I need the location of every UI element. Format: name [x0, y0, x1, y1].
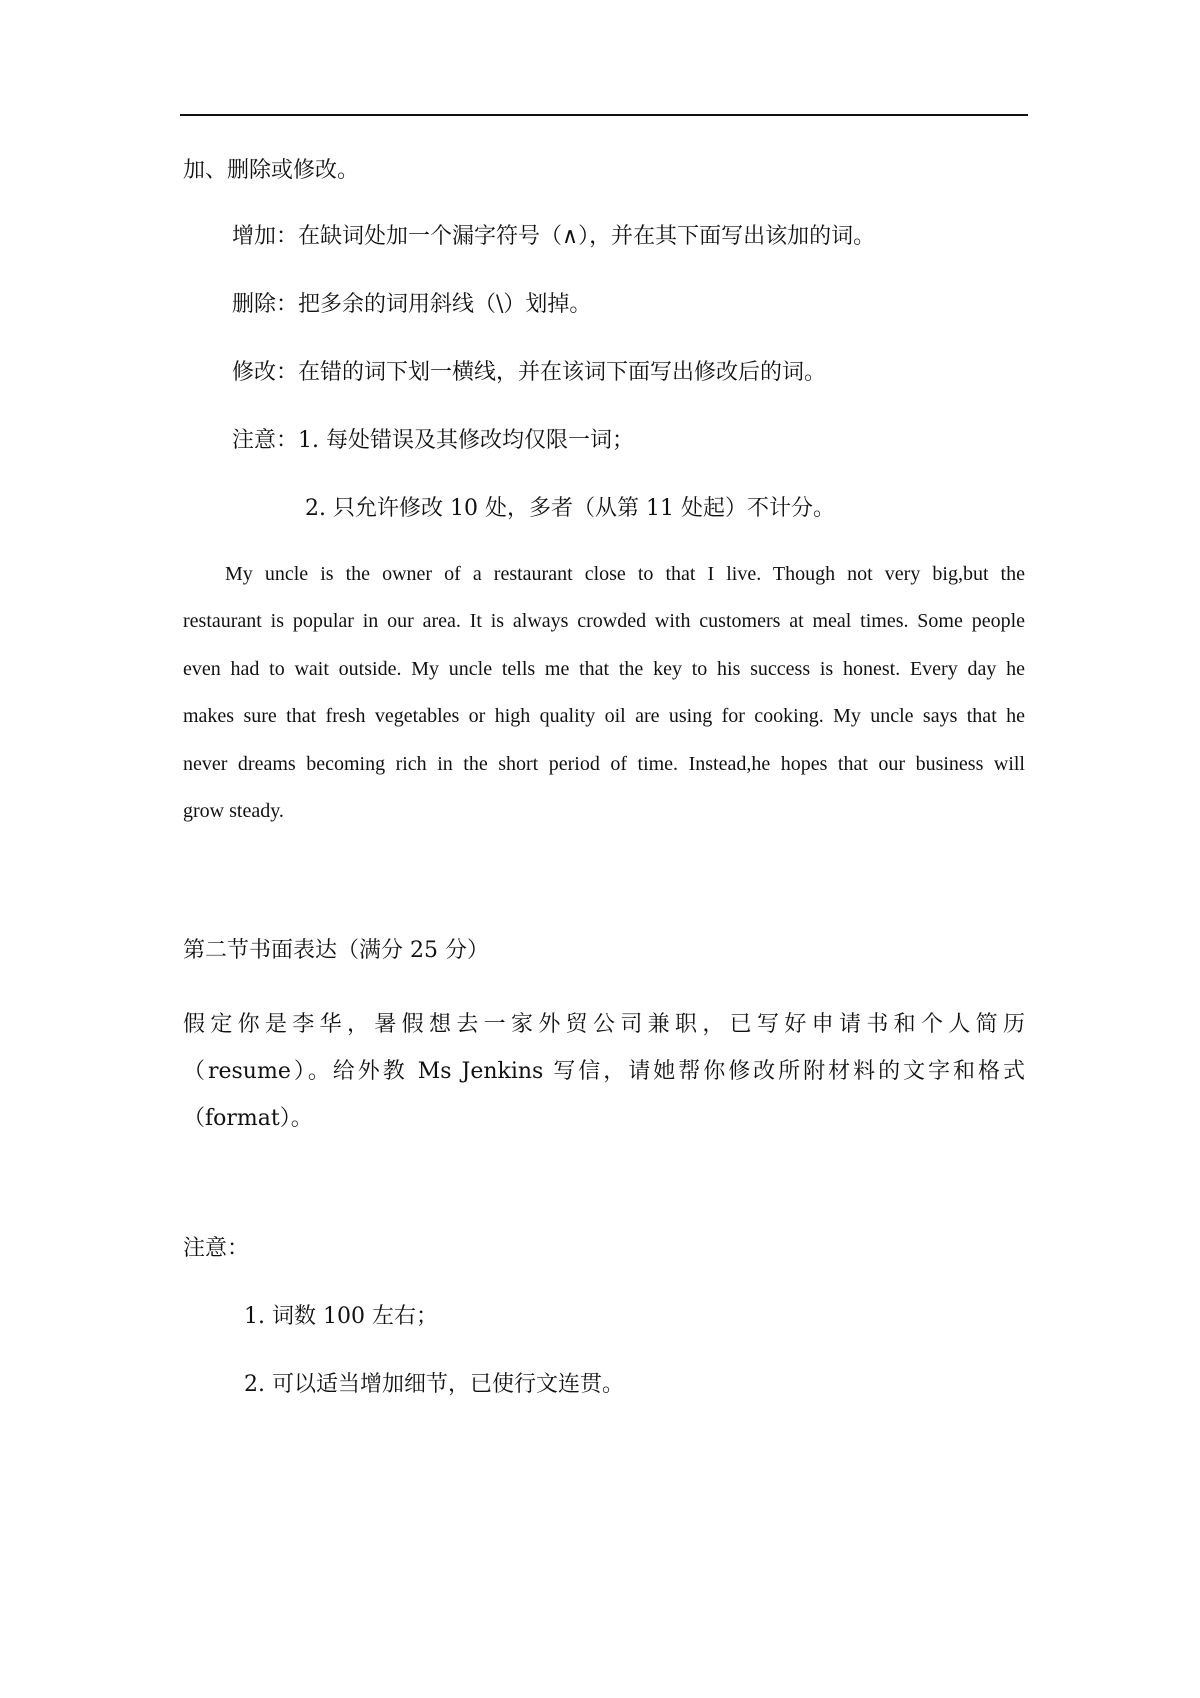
notes-label: 注意： — [183, 1236, 250, 1261]
passage-line: even had to wait outside. My uncle tells me that the key to his success is honest. Every day he — [183, 657, 1025, 680]
rule-delete: 删除：把多余的词用斜线（\）划掉。 — [232, 292, 592, 317]
passage-line: My uncle is the owner of a restaurant close to that I live. Though not very big,but the — [225, 563, 1025, 585]
header-rule — [180, 114, 1028, 116]
rule-add: 增加：在缺词处加一个漏字符号（∧），并在其下面写出该加的词。 — [232, 224, 876, 249]
note-item-2: 2. 可以适当增加细节，已使行文连贯。 — [244, 1372, 624, 1397]
task-line: 假定你是李华，暑假想去一家外贸公司兼职，已写好申请书和个人简历 — [183, 1012, 1025, 1037]
task-line: （resume）。给外教 Ms Jenkins 写信，请她帮你修改所附材料的文字和格式 — [183, 1059, 1025, 1084]
error-correction-passage — [183, 560, 1025, 844]
intro-tail: 加、删除或修改。 — [183, 158, 360, 183]
note-item-1: 1. 词数 100 左右； — [244, 1304, 438, 1329]
passage-line: makes sure that fresh vegetables or high quality oil are using for cooking. My uncle says that he — [183, 705, 1025, 728]
writing-task — [183, 1010, 1025, 1151]
task-line: （format）。 — [183, 1106, 313, 1131]
rule-note-2: 2. 只允许修改 10 处，多者（从第 11 处起）不计分。 — [305, 496, 835, 521]
passage-line: grow steady. — [183, 799, 284, 822]
passage-line: never dreams becoming rich in the short period of time. Instead,he hopes that our business will — [183, 752, 1025, 775]
passage-line: restaurant is popular in our area. It is always crowded with customers at meal times. Some people — [183, 610, 1025, 633]
rule-modify: 修改：在错的词下划一横线，并在该词下面写出修改后的词。 — [232, 360, 827, 385]
section-title: 第二节书面表达（满分 25 分） — [183, 938, 489, 963]
rule-note-1: 注意：1. 每处错误及其修改均仅限一词； — [232, 428, 634, 453]
